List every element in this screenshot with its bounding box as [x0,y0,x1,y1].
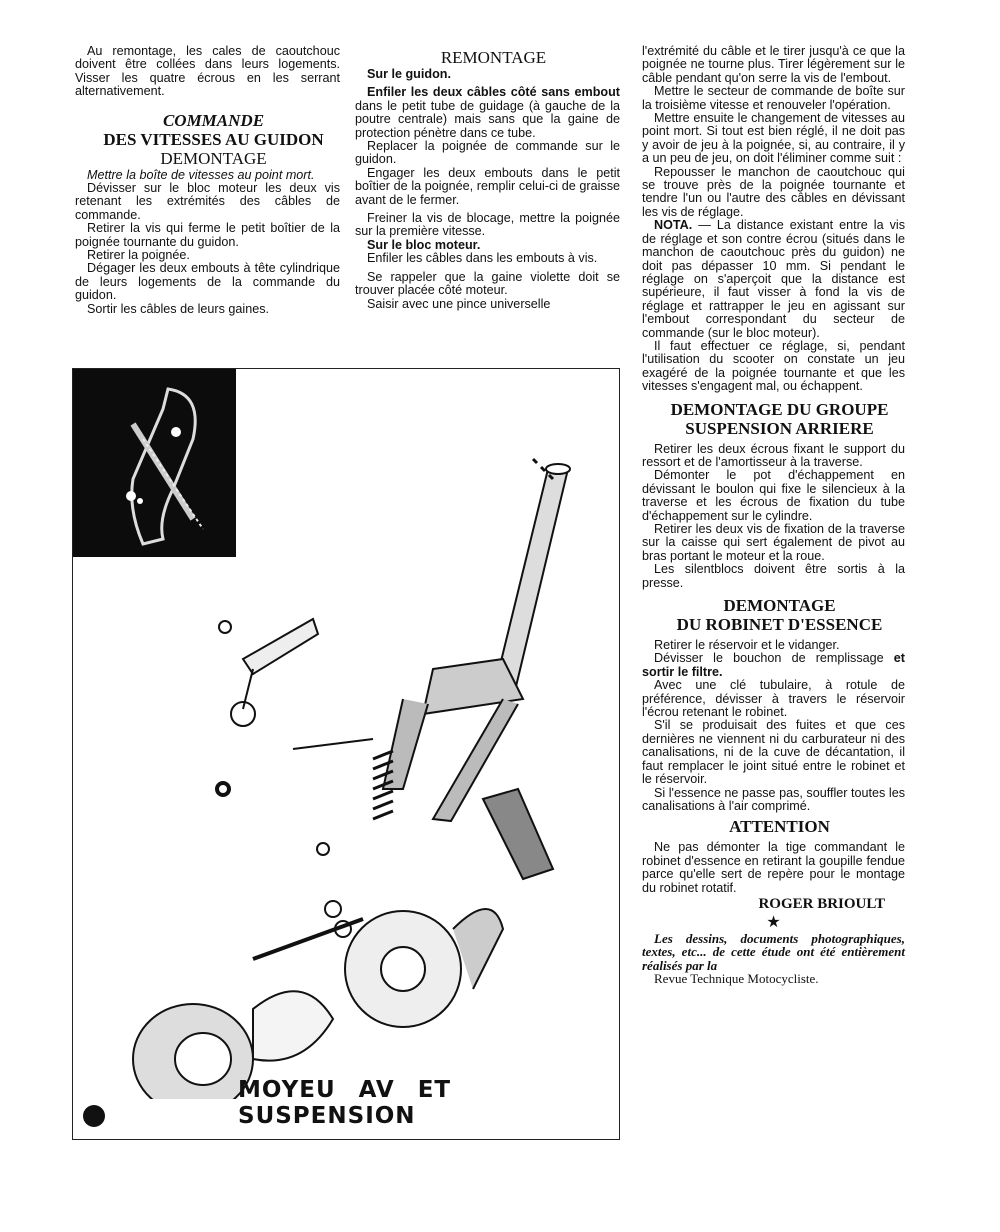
section-title-line-1: DEMONTAGE [723,596,836,616]
paragraph: Retirer le réservoir et le vidanger. [654,638,840,653]
paragraph: Se rappeler que la gaine violette doit se trouver placée côté moteur. [355,269,620,298]
paragraph: Engager les deux embouts dans le petit boîtier de la poignée, remplir celui-ci de graisse avant de le fermer. [355,165,620,207]
publisher-logo [83,1105,105,1127]
paragraph: Retirer la poignée. [87,248,190,263]
paragraph: Il faut effectuer ce réglage, si, pendant l'utilisation du scooter on constate un jeu exagéré de la poignée tournante et que les vitesses s'engagent mal, ou échappent. [642,338,905,394]
paragraph: Si l'essence ne passe pas, souffler toutes les canalisations à l'air comprimé. [642,785,905,813]
paragraph: Retirer les deux écrous fixant le support du ressort et de l'amortisseur à la traverse. [642,441,905,469]
paragraph: l'extrémité du câble et le tirer jusqu'à ce que la poignée ne tourne plus. Tirer légèrement sur le câble pendant qu'on serre la vis de l'embout. [642,44,905,85]
paragraph: Avec une clé tubulaire, à rotule de préférence, dévisser à travers le réservoir l'écrou retenant le robinet. [642,678,905,720]
paragraph: Saisir avec une pince universelle [367,296,551,311]
paragraph: Mettre ensuite le changement de vitesses au point mort. Si tout est bien réglé, il ne doit pas y avoir de jeu à la poignée, si, au contraire, il y a un peu de jeu, on doit l'éliminer comme suit : [642,111,905,166]
section-title-line-2: DU ROBINET D'ESSENCE [676,615,883,635]
subsection-title: DEMONTAGE [160,148,267,168]
paragraph: Dégager les deux embouts à tête cylindrique de leurs logements de la commande du guidon. [75,261,340,303]
paragraph: Sortir les câbles de leurs gaines. [87,301,270,316]
subheading: Sur le bloc moteur. [367,237,481,252]
paragraph: Dévisser sur le bloc moteur les deux vis retenant les extrémités des câbles de commande. [75,181,340,222]
attention-title: ATTENTION [729,817,830,837]
paragraph [642,652,905,679]
figure-exploded-drawing [72,368,620,1140]
section-title-line-2: DES VITESSES AU GUIDON [103,129,324,149]
paragraph-text: Dévisser le bouchon de remplissage [654,651,894,666]
column-2 [355,48,620,311]
section-title-line-1: DEMONTAGE DU GROUPE [670,399,889,419]
bold-lead: Enfiler les deux câbles côté sans embout [367,85,620,100]
paragraph: Repousser le manchon de caoutchouc qui se trouve près de la poignée tournante et tendre l'un ou l'autre des câbles en dévissant les vis de réglage. [642,164,905,219]
section-title-line-2: SUSPENSION ARRIERE [685,418,874,438]
credit-text: Les dessins, documents photographiques, textes, etc... de cette étude ont été entièrement réalisés par la [642,930,905,973]
author: ROGER BRIOULT [758,895,885,912]
paragraph: Mettre le secteur de commande de boîte sur la troisième vitesse et renouveler l'opération. [642,84,905,112]
section-title-line-1: COMMANDE [162,110,265,130]
nota-label: NOTA. [654,218,693,233]
paragraph: Les silentblocs doivent être sortis à la presse. [642,562,905,590]
figure-caption: MOYEU AV ET SUSPENSION [238,1077,452,1129]
subsection-title: REMONTAGE [440,48,547,67]
paragraph: Démonter le pot d'échappement en dévissant le boulon qui fixe le silencieux à la traverse et les écrous de fixation du tube d'échappement sur le cylindre. [642,468,905,523]
attention-paragraph: Ne pas démonter la tige commandant le robinet d'essence en retirant la goupille fendue parce qu'elle sert de repère pour le montage du robinet rotatif. [642,840,905,895]
column-3 [642,45,905,986]
subheading: Sur le guidon. [367,67,451,81]
column-1 [75,45,340,316]
paragraph: Enfiler les câbles dans les embouts à vis. [367,251,598,266]
paragraph: Retirer les deux vis de fixation de la traverse sur la caisse qui sert également de pivot au bras portant le moteur et la roue. [642,522,905,563]
hub-suspension-drawing [73,369,621,1099]
paragraph: Retirer la vis qui ferme le petit boîtier de la poignée tournante du guidon. [75,221,340,249]
paragraph [355,86,620,140]
credit-publisher: Revue Technique Motocycliste. [654,971,819,987]
paragraph: Freiner la vis de blocage, mettre la poignée sur la première vitesse. [355,211,620,239]
bold-text: et sortir le filtre. [642,651,905,679]
paragraph: S'il se produisait des fuites et que ces dernières ne viennent ni du carburateur ni des canalisations, ni de la cuve de décantation, il faut remplacer le joint situé entre le robinet et le réservoir. [642,718,905,787]
paragraph: Mettre la boîte de vitesses au point mort. [87,167,315,182]
intro-paragraph: Au remontage, les cales de caoutchouc doivent être collées dans leurs logements. Visser les quatre écrous en les serrant alternativement. [75,44,340,99]
nota-paragraph [642,219,905,340]
nota-text: — La distance existant entre la vis de réglage et son contre écrou (situés dans le manchon de caoutchouc près du guidon) ne doit pas dépasser 10 mm. Si pendant le réglage on s'aperçoit que la distance est supérieure, il faut visser à fond la vis de réglage et rattrapper le jeu en agissant sur l'embout correspondant du secteur de commande (sur le bloc moteur). [642,218,905,340]
star-icon: ★ [766,913,781,931]
paragraph-text: dans le petit tube de guidage (à gauche de la poutre centrale) mais sans que la gaine de protection pénètre dans ce tube. [355,98,620,140]
paragraph: Replacer la poignée de commande sur le guidon. [355,139,620,167]
